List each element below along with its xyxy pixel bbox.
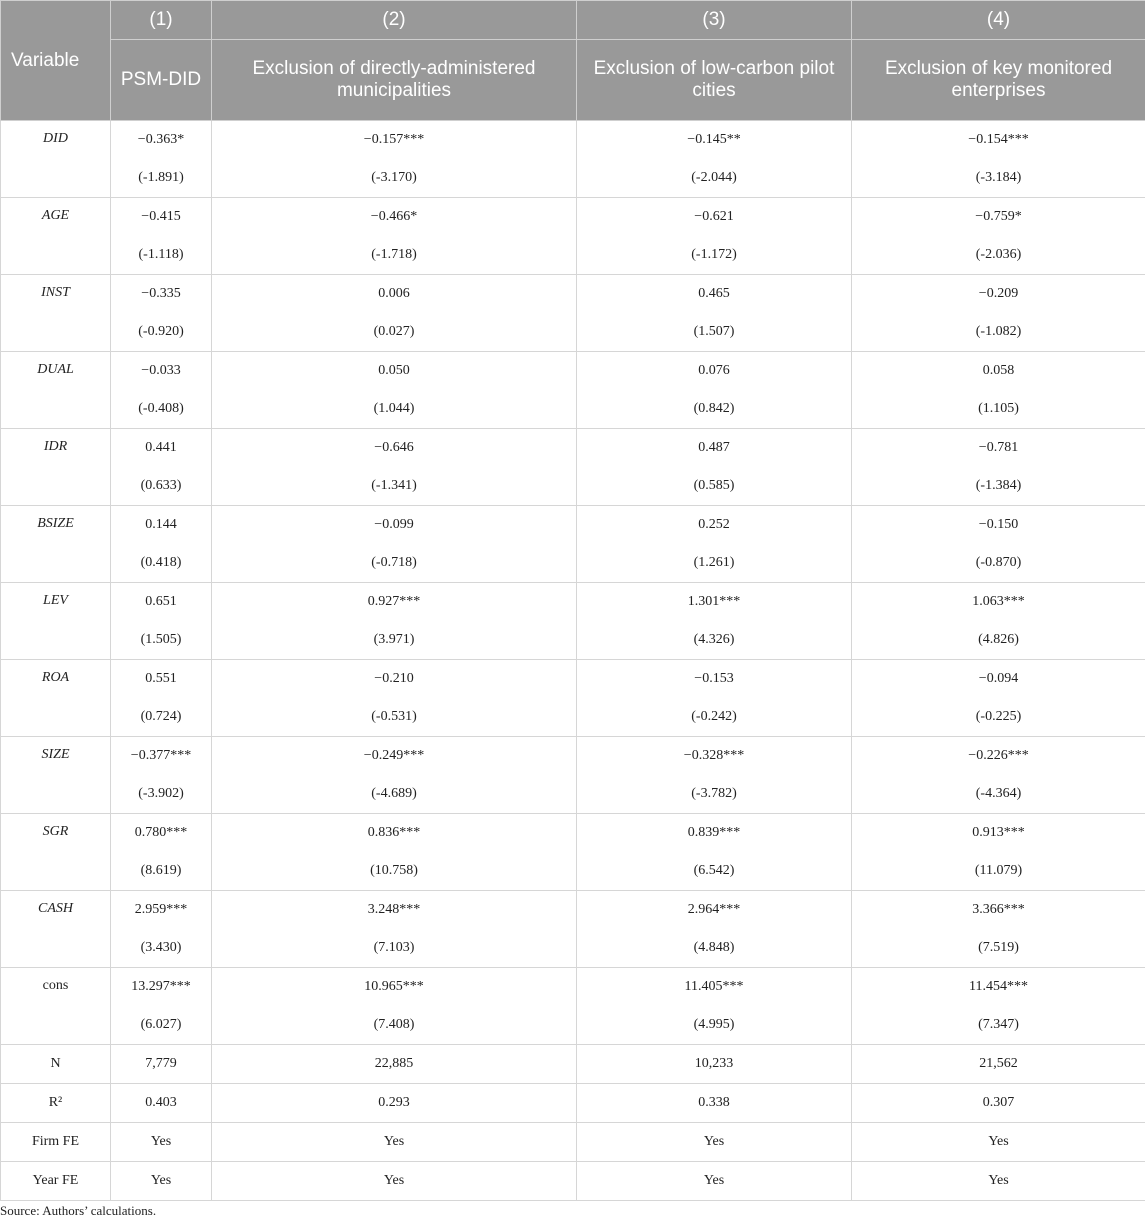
coefficient-cell: 0.487 (577, 429, 852, 468)
t-stat-cell: (-4.364) (852, 775, 1145, 814)
t-stat-cell: (11.079) (852, 852, 1145, 891)
t-stat-cell: (-0.242) (577, 698, 852, 737)
t-stat-cell: (-1.082) (852, 313, 1145, 352)
table-row (1, 1084, 1145, 1123)
coefficient-cell: 0.465 (577, 275, 852, 314)
statistic-cell: Yes (577, 1123, 852, 1162)
variable-name: AGE (1, 198, 111, 275)
t-stat-cell: (7.408) (212, 1006, 577, 1045)
t-stat-cell: (8.619) (111, 852, 212, 891)
t-stat-cell: (0.842) (577, 390, 852, 429)
coefficient-cell: 0.651 (111, 583, 212, 622)
table-row (1, 198, 1145, 237)
table-row (1, 352, 1145, 391)
t-stat-cell: (6.027) (111, 1006, 212, 1045)
column-number: (4) (852, 1, 1145, 40)
coefficient-cell: 0.927*** (212, 583, 577, 622)
coefficient-cell: 0.441 (111, 429, 212, 468)
variable-name: IDR (1, 429, 111, 506)
coefficient-cell: 3.366*** (852, 891, 1145, 930)
table-row (1, 544, 1145, 583)
coefficient-cell: −0.210 (212, 660, 577, 699)
t-stat-cell: (-3.782) (577, 775, 852, 814)
coefficient-cell: 2.959*** (111, 891, 212, 930)
t-stat-cell: (7.347) (852, 1006, 1145, 1045)
coefficient-cell: −0.646 (212, 429, 577, 468)
table-row (1, 891, 1145, 930)
table-row (1, 814, 1145, 853)
t-stat-cell: (-1.384) (852, 467, 1145, 506)
statistic-cell: 0.293 (212, 1084, 577, 1123)
t-stat-cell: (6.542) (577, 852, 852, 891)
column-label: Exclusion of directly-administered municipalities (212, 40, 577, 121)
coefficient-cell: −0.781 (852, 429, 1145, 468)
table-header (1, 1, 1145, 121)
t-stat-cell: (1.261) (577, 544, 852, 583)
statistic-cell: Yes (577, 1162, 852, 1201)
coefficient-cell: 0.006 (212, 275, 577, 314)
table-row (1, 583, 1145, 622)
statistic-cell: 0.338 (577, 1084, 852, 1123)
coefficient-cell: 0.839*** (577, 814, 852, 853)
variable-name: BSIZE (1, 506, 111, 583)
table-row (1, 313, 1145, 352)
column-label: Exclusion of low-carbon pilot cities (577, 40, 852, 121)
t-stat-cell: (-4.689) (212, 775, 577, 814)
t-stat-cell: (0.724) (111, 698, 212, 737)
table-row (1, 1162, 1145, 1201)
t-stat-cell: (1.507) (577, 313, 852, 352)
t-stat-cell: (-1.891) (111, 159, 212, 198)
coefficient-cell: 0.780*** (111, 814, 212, 853)
t-stat-cell: (4.326) (577, 621, 852, 660)
coefficient-cell: 13.297*** (111, 968, 212, 1007)
table-row (1, 429, 1145, 468)
variable-name: SIZE (1, 737, 111, 814)
variable-name: INST (1, 275, 111, 352)
t-stat-cell: (0.585) (577, 467, 852, 506)
t-stat-cell: (-0.920) (111, 313, 212, 352)
coefficient-cell: 0.913*** (852, 814, 1145, 853)
statistic-name: N (1, 1045, 111, 1084)
t-stat-cell: (-0.408) (111, 390, 212, 429)
t-stat-cell: (10.758) (212, 852, 577, 891)
t-stat-cell: (4.826) (852, 621, 1145, 660)
table-row (1, 698, 1145, 737)
coefficient-cell: −0.226*** (852, 737, 1145, 776)
statistic-cell: 0.403 (111, 1084, 212, 1123)
column-number: (1) (111, 1, 212, 40)
table-row (1, 159, 1145, 198)
t-stat-cell: (1.105) (852, 390, 1145, 429)
table-row (1, 1045, 1145, 1084)
statistic-cell: Yes (852, 1162, 1145, 1201)
variable-name: SGR (1, 814, 111, 891)
coefficient-cell: 3.248*** (212, 891, 577, 930)
table-row (1, 121, 1145, 160)
statistic-cell: Yes (111, 1123, 212, 1162)
coefficient-cell: −0.209 (852, 275, 1145, 314)
statistic-cell: 10,233 (577, 1045, 852, 1084)
t-stat-cell: (-3.170) (212, 159, 577, 198)
statistic-name: R² (1, 1084, 111, 1123)
t-stat-cell: (0.633) (111, 467, 212, 506)
variable-name: ROA (1, 660, 111, 737)
table-row (1, 621, 1145, 660)
table-row (1, 660, 1145, 699)
coefficient-cell: 10.965*** (212, 968, 577, 1007)
variable-header: Variable (1, 1, 111, 121)
coefficient-cell: 0.252 (577, 506, 852, 545)
coefficient-cell: −0.415 (111, 198, 212, 237)
coefficient-cell: −0.157*** (212, 121, 577, 160)
t-stat-cell: (-2.044) (577, 159, 852, 198)
coefficient-cell: −0.249*** (212, 737, 577, 776)
statistic-name: Firm FE (1, 1123, 111, 1162)
table-row (1, 1006, 1145, 1045)
coefficient-cell: −0.033 (111, 352, 212, 391)
coefficient-cell: 2.964*** (577, 891, 852, 930)
statistic-cell: 0.307 (852, 1084, 1145, 1123)
coefficient-cell: 1.063*** (852, 583, 1145, 622)
t-stat-cell: (-3.902) (111, 775, 212, 814)
column-label: PSM-DID (111, 40, 212, 121)
statistic-cell: Yes (212, 1162, 577, 1201)
table-row (1, 1123, 1145, 1162)
table-row (1, 775, 1145, 814)
column-number: (3) (577, 1, 852, 40)
coefficient-cell: −0.759* (852, 198, 1145, 237)
variable-name: DUAL (1, 352, 111, 429)
variable-name: CASH (1, 891, 111, 968)
statistic-cell: 21,562 (852, 1045, 1145, 1084)
table-row (1, 275, 1145, 314)
table-row (1, 852, 1145, 891)
column-label: Exclusion of key monitored enterprises (852, 40, 1145, 121)
coefficient-cell: 1.301*** (577, 583, 852, 622)
table-row (1, 968, 1145, 1007)
coefficient-cell: 11.454*** (852, 968, 1145, 1007)
coefficient-cell: 0.076 (577, 352, 852, 391)
coefficient-cell: −0.621 (577, 198, 852, 237)
column-number: (2) (212, 1, 577, 40)
table-row (1, 929, 1145, 968)
t-stat-cell: (7.519) (852, 929, 1145, 968)
t-stat-cell: (0.027) (212, 313, 577, 352)
variable-name: cons (1, 968, 111, 1045)
t-stat-cell: (-1.118) (111, 236, 212, 275)
statistic-cell: 22,885 (212, 1045, 577, 1084)
variable-name: DID (1, 121, 111, 198)
t-stat-cell: (-0.225) (852, 698, 1145, 737)
coefficient-cell: −0.328*** (577, 737, 852, 776)
t-stat-cell: (1.505) (111, 621, 212, 660)
coefficient-cell: 0.144 (111, 506, 212, 545)
t-stat-cell: (4.995) (577, 1006, 852, 1045)
table-row (1, 506, 1145, 545)
coefficient-cell: 11.405*** (577, 968, 852, 1007)
t-stat-cell: (-0.718) (212, 544, 577, 583)
coefficient-cell: 0.050 (212, 352, 577, 391)
coefficient-cell: −0.150 (852, 506, 1145, 545)
t-stat-cell: (3.430) (111, 929, 212, 968)
coefficient-cell: −0.466* (212, 198, 577, 237)
coefficient-cell: −0.335 (111, 275, 212, 314)
table-row (1, 236, 1145, 275)
t-stat-cell: (-3.184) (852, 159, 1145, 198)
coefficient-cell: −0.153 (577, 660, 852, 699)
coefficient-cell: −0.377*** (111, 737, 212, 776)
table-row (1, 737, 1145, 776)
statistic-cell: Yes (111, 1162, 212, 1201)
table-row (1, 390, 1145, 429)
coefficient-cell: −0.363* (111, 121, 212, 160)
t-stat-cell: (-1.341) (212, 467, 577, 506)
statistic-cell: Yes (852, 1123, 1145, 1162)
statistic-cell: 7,779 (111, 1045, 212, 1084)
t-stat-cell: (0.418) (111, 544, 212, 583)
coefficient-cell: −0.094 (852, 660, 1145, 699)
coefficient-cell: 0.836*** (212, 814, 577, 853)
coefficient-cell: 0.058 (852, 352, 1145, 391)
table-body (1, 121, 1145, 1201)
coefficient-cell: −0.099 (212, 506, 577, 545)
t-stat-cell: (4.848) (577, 929, 852, 968)
variable-name: LEV (1, 583, 111, 660)
t-stat-cell: (-2.036) (852, 236, 1145, 275)
coefficient-cell: −0.154*** (852, 121, 1145, 160)
coefficient-cell: −0.145** (577, 121, 852, 160)
t-stat-cell: (3.971) (212, 621, 577, 660)
t-stat-cell: (7.103) (212, 929, 577, 968)
t-stat-cell: (-0.870) (852, 544, 1145, 583)
statistic-name: Year FE (1, 1162, 111, 1201)
t-stat-cell: (-1.718) (212, 236, 577, 275)
t-stat-cell: (1.044) (212, 390, 577, 429)
statistic-cell: Yes (212, 1123, 577, 1162)
t-stat-cell: (-1.172) (577, 236, 852, 275)
coefficient-cell: 0.551 (111, 660, 212, 699)
table-row (1, 467, 1145, 506)
source-note: Source: Authors’ calculations. (0, 1203, 156, 1219)
t-stat-cell: (-0.531) (212, 698, 577, 737)
